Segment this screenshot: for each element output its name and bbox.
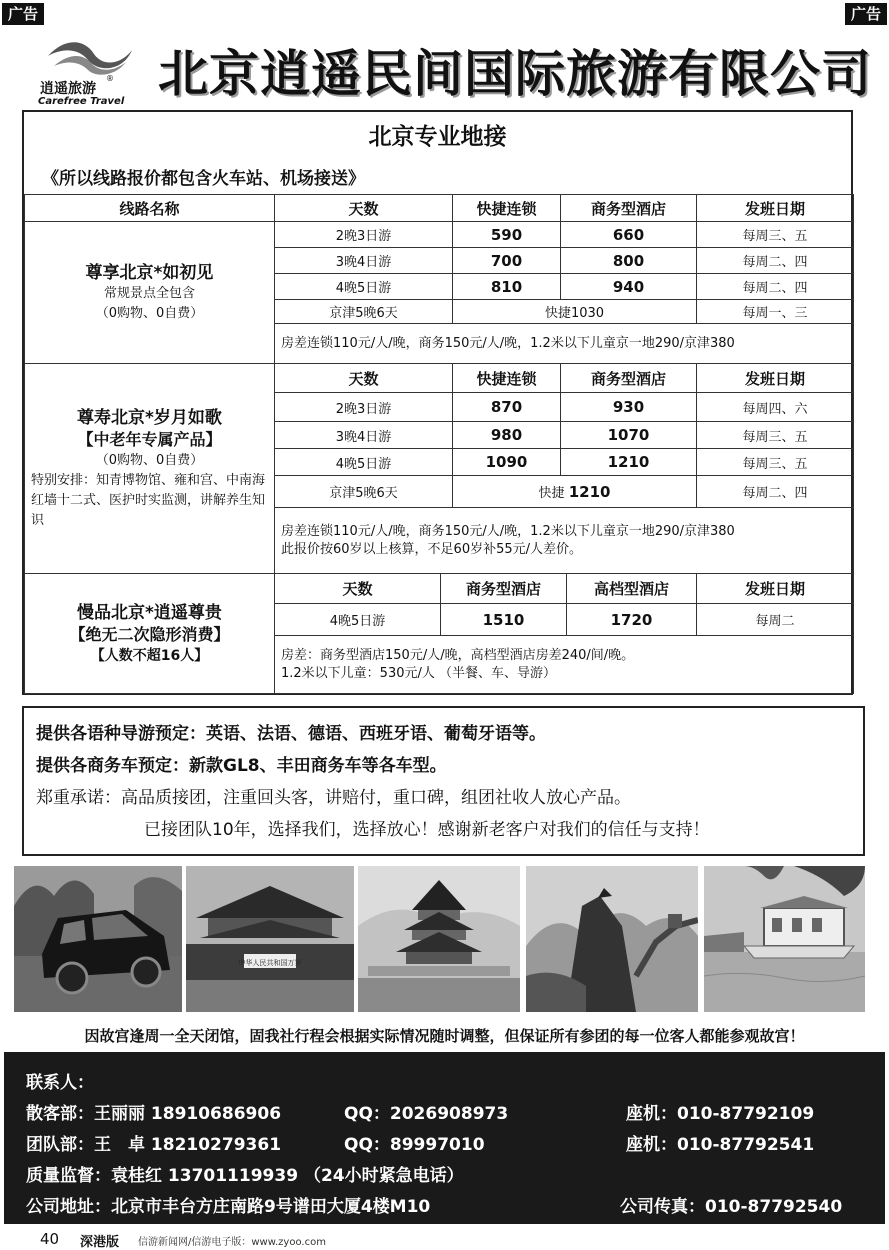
days-cell: 3晚4日游 [275,248,453,274]
website-info: 信游新闻网/信游电子版：www.zyoo.com [138,1237,326,1248]
pricing-subtitle: 《所以线路报价都包含火车站、机场接送》 [42,169,365,189]
header [0,30,889,108]
closure-notice: 因故宫逢周一全天闭馆，固我社行程会根据实际情况随时调整，但保证所有参团的每一位客人都能参观故宫！ [84,1027,805,1045]
special-price: 快捷1030 [453,300,697,324]
photo-strip [14,866,865,1012]
business-price: 660 [561,222,697,248]
col-business: 商务型酒店 [561,195,697,222]
pricing-panel [22,110,853,695]
express-price: 980 [453,422,561,449]
route-2-note [275,508,854,574]
contact-row-individual [26,1099,885,1130]
col-premium: 高档型酒店 [567,574,697,604]
dates-cell: 每周四、六 [697,393,854,422]
group-qq: QQ：89997010 [344,1135,485,1155]
dates-cell: 每周三、五 [697,422,854,449]
route-1-line2: （0购物、0自费） [95,305,204,321]
route-3-title: 慢品北京*逍遥尊贵 [77,602,222,623]
route-table-3 [24,573,854,694]
route-1-name-cell [25,222,275,364]
dates-cell: 每周二 [697,604,854,636]
express-price: 700 [453,248,561,274]
table-row [25,222,854,248]
special-price: 1210 [568,483,611,501]
contact-row-quality [26,1161,885,1192]
express-price: 810 [453,274,561,300]
col-express: 快捷连锁 [453,364,561,393]
route-3-tag: 【绝无二次隐形消费】 [69,624,230,644]
col-business: 商务型酒店 [561,364,697,393]
edition-name: 深港版 [80,1235,120,1250]
page-footer [0,1228,889,1250]
express-price: 870 [453,393,561,422]
photo-temple-of-heaven [358,866,520,1012]
photo-great-wall [526,866,698,1012]
route-2-note2: 此报价按60岁以上核算，不足60岁补55元/人差价。 [281,541,583,557]
route-3-limit: 【人数不超16人】 [90,647,209,664]
dates-cell: 每周一、三 [697,300,854,324]
quality-supervisor: 质量监督：袁桂红 13701119939 （24小时紧急电话） [26,1166,464,1186]
col-express: 快捷连锁 [453,195,561,222]
logo-chinese: 逍遥旅游 [40,81,96,97]
photo-sign-text: 中华人民共和国万岁 [238,959,302,967]
days-cell: 2晚3日游 [275,393,453,422]
route-table-1 [24,194,854,364]
route-3-note2: 1.2米以下儿童：530元/人 （半餐、车、导游） [281,665,556,681]
col-dates: 发班日期 [697,574,854,604]
pricing-title: 北京专业地接 [368,124,507,150]
days-cell: 4晚5日游 [275,274,453,300]
business-price: 800 [561,248,697,274]
contact-panel [4,1052,885,1224]
individual-phone: 座机：010-87792109 [626,1104,815,1124]
contact-row-group [26,1130,885,1161]
route-2-title: 尊寿北京*岁月如歌 [77,407,222,428]
photo-marble-boat [704,866,865,1012]
route-3-note [275,636,854,694]
photo-tiananmen [186,866,354,1012]
col-dates: 发班日期 [697,195,854,222]
special-price-label: 快捷 [538,486,565,501]
contact-heading-label: 联系人： [26,1073,94,1093]
services-box [22,706,865,856]
days-cell: 4晚5日游 [275,604,441,636]
contact-row-address [26,1192,885,1223]
vehicle-service-line: 提供各商务车预定：新款GL8、丰田商务车等各车型。 [36,756,447,776]
days-cell: 4晚5日游 [275,449,453,476]
individual-contact: 散客部：王丽丽 18910686906 [26,1104,282,1124]
express-price: 590 [453,222,561,248]
page-number: 40 [40,1230,60,1248]
days-cell: 3晚4日游 [275,422,453,449]
ad-tag-left: 广告 [2,3,44,25]
col-days: 天数 [275,574,441,604]
photo-business-van [14,866,182,1012]
premium-price: 1720 [567,604,697,636]
express-price: 1090 [453,449,561,476]
thanks-line: 已接团队10年，选择我们，选择放心！感谢新老客户对我们的信任与支持！ [144,820,710,840]
individual-qq: QQ：2026908973 [344,1104,509,1124]
business-price: 1510 [441,604,567,636]
company-fax: 公司传真：010-87792540 [620,1197,843,1217]
logo-swoosh-icon [44,36,136,76]
col-days: 天数 [275,364,453,393]
dates-cell: 每周二、四 [697,476,854,508]
col-route-name: 线路名称 [25,195,275,222]
route-3-note1: 房差：商务型酒店150元/人/晚，高档型酒店房差240/间/晚。 [281,647,635,663]
dates-cell: 每周三、五 [697,449,854,476]
route-1-title: 尊享北京*如初见 [85,262,214,283]
promise-line: 郑重承诺：高品质接团，注重回头客，讲赔付，重口碑，组团社收人放心产品。 [36,788,631,808]
company-logo [36,36,146,106]
route-2-line2: 特别安排：知青博物馆、雍和宫、中南海红墙十二式、医护时实监测，讲解养生知识 [31,472,266,528]
group-phone: 座机：010-87792541 [626,1135,815,1155]
business-price: 940 [561,274,697,300]
guide-service-line: 提供各语种导游预定：英语、法语、德语、西班牙语、葡萄牙语等。 [36,724,546,744]
business-price: 1210 [561,449,697,476]
route-1-note: 房差连锁110元/人/晚，商务150元/人/晚，1.2米以下儿童京一地290/京津380 [275,324,854,364]
ad-tag-right: 广告 [845,3,887,25]
company-name: 北京逍遥民间国际旅游有限公司 [158,45,872,103]
route-1-line1: 常规景点全包含 [103,285,195,301]
route-2-note1: 房差连锁110元/人/晚，商务150元/人/晚，1.2米以下儿童京一地290/京津380 [281,523,735,539]
days-cell: 京津5晚6天 [275,300,453,324]
company-address: 公司地址：北京市丰台方庄南路9号谱田大厦4楼M10 [26,1197,431,1217]
special-price-cell [453,476,697,508]
col-dates: 发班日期 [697,364,854,393]
days-cell: 2晚3日游 [275,222,453,248]
contact-heading [26,1068,885,1099]
days-cell: 京津5晚6天 [275,476,453,508]
dates-cell: 每周二、四 [697,248,854,274]
dates-cell: 每周二、四 [697,274,854,300]
route-3-name-cell [25,574,275,694]
group-contact: 团队部：王 卓 18210279361 [26,1135,282,1155]
route-2-tag: 【中老年专属产品】 [77,429,222,449]
route-2-line1: （0购物、0自费） [95,452,204,468]
col-days: 天数 [275,195,453,222]
route-2-name-cell [25,364,275,574]
business-price: 930 [561,393,697,422]
logo-registered-mark: ® [106,74,114,83]
dates-cell: 每周三、五 [697,222,854,248]
route-table-2 [24,363,854,574]
col-business: 商务型酒店 [441,574,567,604]
logo-english: Carefree Travel [38,96,125,107]
business-price: 1070 [561,422,697,449]
